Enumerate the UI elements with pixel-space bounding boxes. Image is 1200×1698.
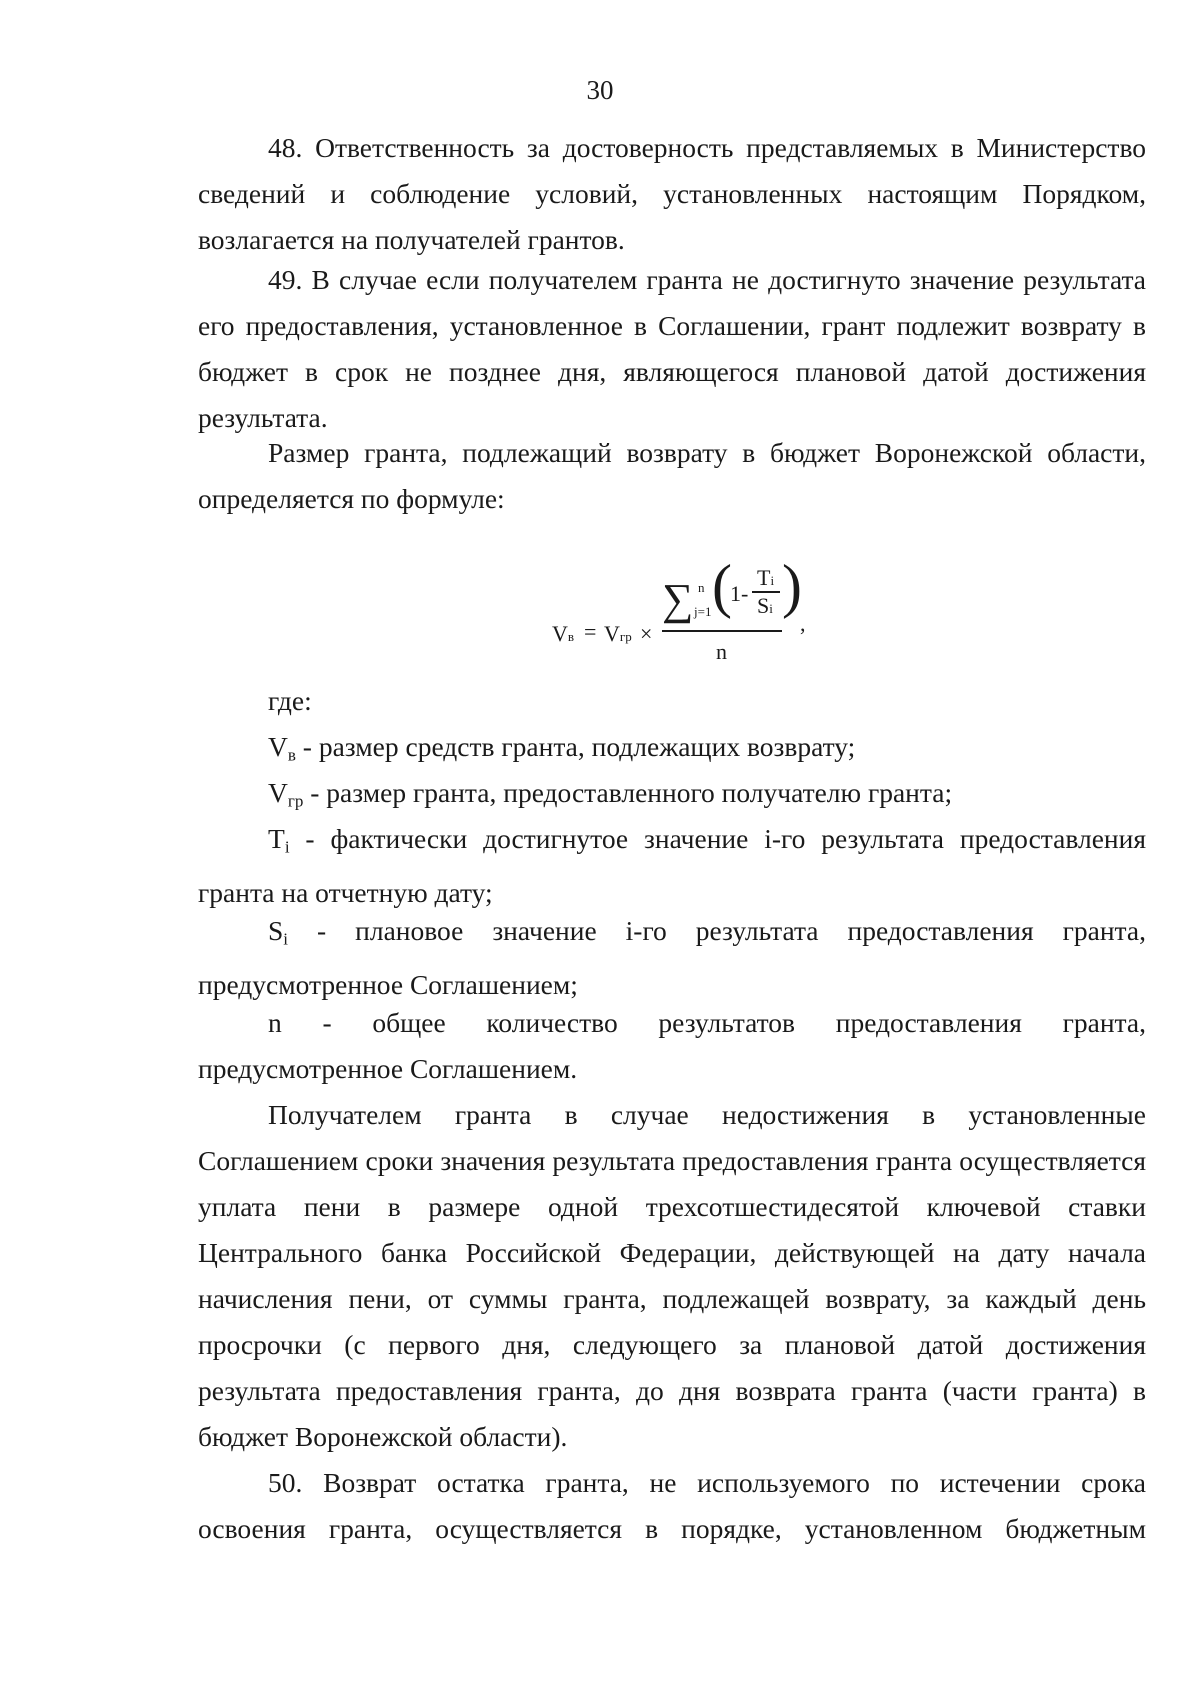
formula-right-paren: )	[782, 553, 802, 619]
definition-vgr: $V_{гр}$ - размер гранта, предоставленного получателю гранта;	[268, 777, 953, 811]
formula-sigma: ∑	[662, 575, 694, 624]
formula-lhs: Vв	[552, 621, 575, 646]
formula-times: ×	[640, 621, 653, 646]
definition-n: n - общее количество результатов предоставления гранта, предусмотренное Соглашением.	[198, 1007, 1146, 1084]
paragraph-48: 48. Ответственность за достоверность представляемых в Министерство сведений и соблюдение условий, установленных настоящим Порядком, возлагается на получателей грантов.	[198, 132, 1146, 255]
formula-sum-lower: j=1	[694, 604, 712, 619]
symbol-ti: $T_i$	[268, 823, 290, 857]
symbol-vgr: $V_{гр}$	[268, 777, 304, 811]
paragraph-grant-size: Размер гранта, подлежащий возврату в бюджет Воронежской области, определяется по формуле:	[198, 437, 1146, 514]
formula-t: Ti	[757, 565, 775, 590]
paragraph-50: 50. Возврат остатка гранта, не используемого по истечении срока освоения гранта, осуществляется в порядке, установленном бюджетным	[198, 1467, 1146, 1544]
formula-left-paren: (	[712, 553, 732, 619]
definition-ti: $T_i$ - фактически достигнутое значение i-го результата предоставления гранта на отчетную дату;	[198, 823, 1146, 909]
paragraph-49: 49. В случае если получателем гранта не достигнуто значение результата его предоставления, установленное в Соглашении, грант подлежит возврату в бюджет в срок не позднее дня, являющегося плановой датой достижения результата.	[198, 264, 1146, 433]
formula-one-minus: 1-	[730, 581, 749, 606]
return-formula	[0, 553, 1200, 670]
formula-equals: =	[584, 619, 597, 644]
formula-comma: ,	[800, 611, 806, 636]
page-number: 30	[586, 75, 614, 105]
where-label: где:	[268, 685, 312, 716]
formula-main-fraction-bar	[662, 630, 782, 632]
paragraph-penalty: Получателем гранта в случае недостижения в установленные Соглашением сроки значения результата предоставления гранта осуществляется уплата пени в размере одной трехсотшестидесятой ключевой ставки Центрального банка Российской Федерации, действующей на дату начала начисления пени, от суммы гранта, подлежащей возврату, за каждый день просрочки (с первого дня, следующего за плановой датой достижения результата предоставления гранта, до дня возврата гранта (части гранта) в бюджет Воронежской области).	[198, 1099, 1146, 1452]
formula-denominator: n	[716, 639, 727, 664]
symbol-vb: $V_в$	[268, 731, 296, 765]
formula-s: Si	[757, 593, 773, 618]
definition-si: $S_i$ - плановое значение i-го результата предоставления гранта, предусмотренное Соглашением;	[198, 915, 1146, 1001]
symbol-si: $S_i$	[268, 915, 289, 949]
formula-sum-upper: n	[698, 580, 705, 595]
definition-vb: $V_в$ - размер средств гранта, подлежащих возврату;	[268, 731, 856, 765]
formula-vgr: Vгр	[604, 621, 632, 646]
